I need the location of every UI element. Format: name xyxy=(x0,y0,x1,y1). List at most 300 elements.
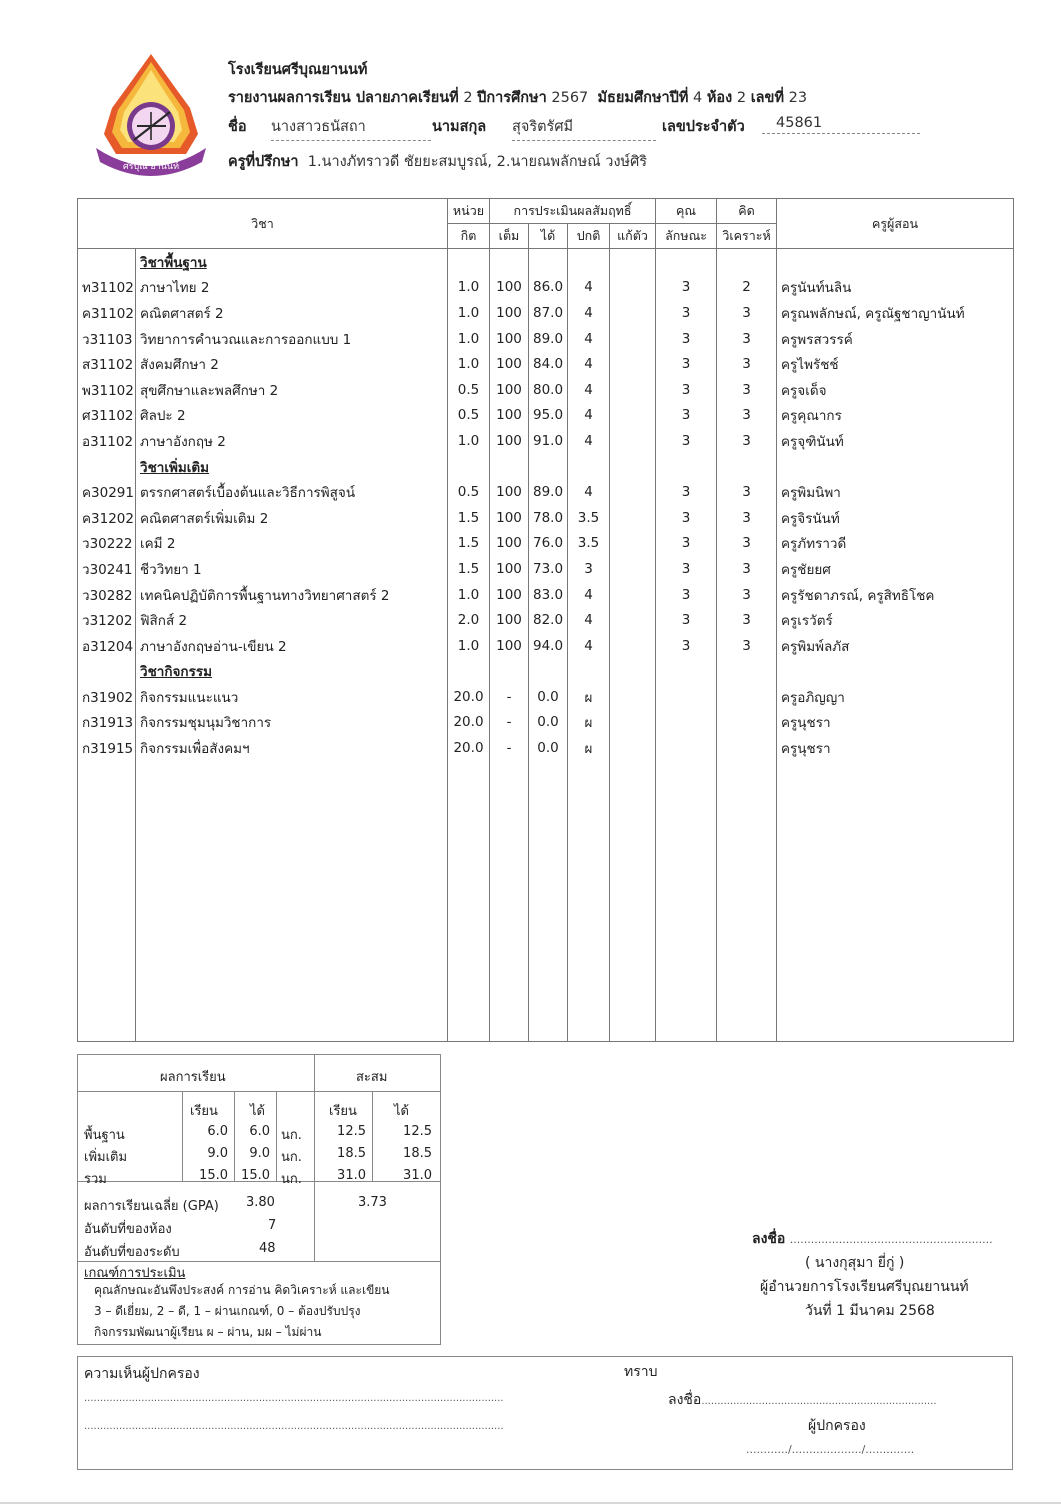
summary-study: 6.0 xyxy=(207,1124,228,1139)
characteristics-score xyxy=(656,710,717,736)
grade: 4 xyxy=(568,582,610,608)
parent-opinion-line-1: .................................................................................................................................... xyxy=(84,1393,504,1404)
subject-code: ว30282 xyxy=(78,582,136,608)
subject-code: ส31102 xyxy=(78,351,136,377)
full-score: - xyxy=(490,684,529,710)
score: 73.0 xyxy=(529,556,568,582)
teacher-name: ครูพิมนิพา xyxy=(777,479,1014,505)
report-room: 2 xyxy=(736,90,747,106)
subject-name: ชีววิทยา 1 xyxy=(136,556,448,582)
thinking-score: 3 xyxy=(717,479,777,505)
empty-cell xyxy=(610,249,656,275)
full-score: 100 xyxy=(490,479,529,505)
summary-accum-label: สะสม xyxy=(356,1070,388,1085)
report-year: 2567 xyxy=(551,90,589,106)
characteristics-score: 3 xyxy=(656,403,717,429)
full-score: 100 xyxy=(490,300,529,326)
level-rank-label: อันดับที่ของระดับ xyxy=(84,1245,180,1260)
grade: 4 xyxy=(568,377,610,403)
subject-name: สังคมศึกษา 2 xyxy=(136,351,448,377)
grade: 4 xyxy=(568,479,610,505)
grade: 3.5 xyxy=(568,505,610,531)
grade: 4 xyxy=(568,351,610,377)
summary-got: 6.0 xyxy=(249,1124,270,1139)
school-name: โรงเรียนศรีบุณยานนท์ xyxy=(228,62,368,78)
teacher-name: ครูเรวัตร์ xyxy=(777,607,1014,633)
full-score: 100 xyxy=(490,428,529,454)
summary-results-label: ผลการเรียน xyxy=(160,1070,226,1085)
table-row xyxy=(78,505,1014,531)
report-number-label: เลขที่ xyxy=(750,90,784,106)
summary-unit: นก. xyxy=(281,1150,302,1165)
characteristics-score: 3 xyxy=(656,300,717,326)
teacher-name: ครูจิรนันท์ xyxy=(777,505,1014,531)
subject-code: ว30241 xyxy=(78,556,136,582)
director-sign-dots: .......................................................... xyxy=(789,1233,993,1246)
header-char-bottom: ลักษณะ xyxy=(656,224,717,249)
teacher-name: ครูนุชรา xyxy=(777,710,1014,736)
thinking-score: 3 xyxy=(717,607,777,633)
empty-cell xyxy=(656,249,717,275)
empty-cell xyxy=(568,761,610,1042)
summary-row-label: พื้นฐาน xyxy=(84,1128,125,1143)
student-id: 45861 xyxy=(762,115,920,134)
room-rank-value: 7 xyxy=(268,1218,277,1233)
characteristics-score: 3 xyxy=(656,275,717,301)
parent-opinion-label: ความเห็นผู้ปกครอง xyxy=(84,1366,200,1382)
empty-cell xyxy=(568,659,610,685)
empty-cell xyxy=(610,761,656,1042)
section-header-row xyxy=(78,659,1014,685)
summary-acc-got: 31.0 xyxy=(403,1168,432,1183)
advisor-value: 1.นางภัทราวดี ชัยยะสมบูรณ์, 2.นายณพลักษณ์ วงษ์ศิริ xyxy=(307,154,648,170)
subject-name: สุขศึกษาและพลศึกษา 2 xyxy=(136,377,448,403)
table-row xyxy=(78,607,1014,633)
teacher-name: ครูนันท์นลิน xyxy=(777,275,1014,301)
credit: 1.0 xyxy=(448,351,490,377)
empty-cell xyxy=(78,761,136,1042)
header-normal: ปกติ xyxy=(568,224,610,249)
subject-code: ว30222 xyxy=(78,531,136,557)
score: 0.0 xyxy=(529,684,568,710)
subject-code: ว31103 xyxy=(78,326,136,352)
table-row xyxy=(78,633,1014,659)
teacher-name: ครูพิมพ์ลภัส xyxy=(777,633,1014,659)
student-name-label: ชื่อ xyxy=(228,119,247,135)
advisor-label: ครูที่ปรึกษา xyxy=(228,154,299,170)
header-fix: แก้ตัว xyxy=(610,224,656,249)
grades-body xyxy=(78,249,1014,1042)
student-surname: สุจริตรัศมี xyxy=(512,115,656,141)
report-title xyxy=(228,86,807,109)
remedial xyxy=(610,582,656,608)
characteristics-score: 3 xyxy=(656,531,717,557)
section-title: วิชาพื้นฐาน xyxy=(136,249,448,275)
grade: ผ xyxy=(568,684,610,710)
credit: 20.0 xyxy=(448,684,490,710)
full-score: - xyxy=(490,710,529,736)
thinking-score: 3 xyxy=(717,428,777,454)
score: 89.0 xyxy=(529,326,568,352)
thinking-score: 3 xyxy=(717,377,777,403)
empty-cell xyxy=(490,659,529,685)
teacher-name: ครูอภิญญา xyxy=(777,684,1014,710)
remedial xyxy=(610,326,656,352)
characteristics-score: 3 xyxy=(656,326,717,352)
report-level: 4 xyxy=(693,90,703,106)
credit: 1.0 xyxy=(448,582,490,608)
remedial xyxy=(610,735,656,761)
parent-sign-dots: .......................................................................... xyxy=(701,1396,937,1407)
credit: 1.0 xyxy=(448,300,490,326)
subject-name: เคมี 2 xyxy=(136,531,448,557)
thinking-score: 3 xyxy=(717,531,777,557)
grade: 4 xyxy=(568,300,610,326)
credit: 1.5 xyxy=(448,556,490,582)
table-row xyxy=(78,735,1014,761)
subject-code: ว31202 xyxy=(78,607,136,633)
characteristics-score: 3 xyxy=(656,505,717,531)
teacher-name: ครูชัยยศ xyxy=(777,556,1014,582)
full-score: 100 xyxy=(490,326,529,352)
grade: 4 xyxy=(568,326,610,352)
full-score: 100 xyxy=(490,556,529,582)
remedial xyxy=(610,505,656,531)
score: 84.0 xyxy=(529,351,568,377)
subject-name: วิทยาการคำนวณและการออกแบบ 1 xyxy=(136,326,448,352)
remedial xyxy=(610,556,656,582)
remedial xyxy=(610,531,656,557)
score: 95.0 xyxy=(529,403,568,429)
summary-row-label: รวม xyxy=(84,1172,107,1187)
thinking-score: 3 xyxy=(717,403,777,429)
full-score: 100 xyxy=(490,377,529,403)
subject-code: ค31202 xyxy=(78,505,136,531)
criteria-title: เกณฑ์การประเมิน xyxy=(84,1266,186,1281)
thinking-score: 3 xyxy=(717,326,777,352)
section-header-row xyxy=(78,249,1014,275)
subject-code: ก31902 xyxy=(78,684,136,710)
empty-cell xyxy=(529,761,568,1042)
table-row xyxy=(78,300,1014,326)
empty-cell xyxy=(777,249,1014,275)
report-year-label: ปีการศึกษา xyxy=(477,90,547,106)
summary-got: 9.0 xyxy=(249,1146,270,1161)
empty-cell xyxy=(448,659,490,685)
empty-cell xyxy=(656,454,717,480)
characteristics-score: 3 xyxy=(656,479,717,505)
parent-opinion-line-2: .................................................................................................................................... xyxy=(84,1421,504,1432)
summary-acc-got: 12.5 xyxy=(403,1124,432,1139)
empty-cell xyxy=(78,454,136,480)
subject-code: อ31204 xyxy=(78,633,136,659)
thinking-score: 3 xyxy=(717,300,777,326)
full-score: 100 xyxy=(490,403,529,429)
summary-study: 9.0 xyxy=(207,1146,228,1161)
score: 80.0 xyxy=(529,377,568,403)
full-score: - xyxy=(490,735,529,761)
parent-date-dots: ............/..................../.............. xyxy=(746,1443,915,1456)
teacher-name: ครูไพรัชช์ xyxy=(777,351,1014,377)
section-header-row xyxy=(78,454,1014,480)
credit: 0.5 xyxy=(448,377,490,403)
empty-cell xyxy=(717,454,777,480)
report-number: 23 xyxy=(788,90,808,106)
full-score: 100 xyxy=(490,633,529,659)
score: 76.0 xyxy=(529,531,568,557)
full-score: 100 xyxy=(490,505,529,531)
subject-name: ภาษาอังกฤษอ่าน-เขียน 2 xyxy=(136,633,448,659)
header-credit-bottom: กิต xyxy=(448,224,490,249)
credit: 1.5 xyxy=(448,505,490,531)
credit: 2.0 xyxy=(448,607,490,633)
empty-cell xyxy=(490,249,529,275)
subject-name: คณิตศาสตร์เพิ่มเติม 2 xyxy=(136,505,448,531)
grade: 3.5 xyxy=(568,531,610,557)
subject-code: ท31102 xyxy=(78,275,136,301)
table-row xyxy=(78,582,1014,608)
student-name: นางสาวธนัสถา xyxy=(271,115,431,141)
summary-acc-study: 12.5 xyxy=(337,1124,366,1139)
student-surname-label: นามสกุล xyxy=(432,119,487,135)
score: 87.0 xyxy=(529,300,568,326)
header-got: ได้ xyxy=(529,224,568,249)
empty-cell xyxy=(777,454,1014,480)
remedial xyxy=(610,351,656,377)
teacher-name: ครูรัชดาภรณ์, ครูสิทธิโชค xyxy=(777,582,1014,608)
subject-name: กิจกรรมชุมนุมวิชาการ xyxy=(136,710,448,736)
empty-cell xyxy=(777,659,1014,685)
remedial xyxy=(610,607,656,633)
thinking-score: 3 xyxy=(717,633,777,659)
empty-cell xyxy=(529,659,568,685)
empty-cell xyxy=(568,249,610,275)
summary-unit: นก. xyxy=(281,1128,302,1143)
table-row xyxy=(78,684,1014,710)
full-score: 100 xyxy=(490,582,529,608)
subject-code: ค30291 xyxy=(78,479,136,505)
grade: ผ xyxy=(568,710,610,736)
parent-ack-label: ทราบ xyxy=(624,1364,658,1380)
characteristics-score: 3 xyxy=(656,633,717,659)
credit: 1.0 xyxy=(448,326,490,352)
subject-code: ก31913 xyxy=(78,710,136,736)
characteristics-score: 3 xyxy=(656,377,717,403)
subject-name: กิจกรรมแนะแนว xyxy=(136,684,448,710)
remedial xyxy=(610,275,656,301)
empty-cell xyxy=(656,761,717,1042)
criteria-line-2: 3 – ดีเยี่ยม, 2 – ดี, 1 – ผ่านเกณฑ์, 0 – ต้องปรับปรุง xyxy=(94,1304,361,1318)
table-row xyxy=(78,531,1014,557)
logo-text: ศรีบุณ ยานนท์ xyxy=(122,162,180,172)
teacher-name: ครูณพลักษณ์, ครูณัฐชาญานันท์ xyxy=(777,300,1014,326)
subject-code: อ31102 xyxy=(78,428,136,454)
remedial xyxy=(610,684,656,710)
director-position: ผู้อำนวยการโรงเรียนศรีบุณยานนท์ xyxy=(760,1279,969,1295)
summary-acc-got: 18.5 xyxy=(403,1146,432,1161)
summary-got-header: ได้ xyxy=(250,1104,265,1119)
score: 78.0 xyxy=(529,505,568,531)
thinking-score: 3 xyxy=(717,505,777,531)
subject-code: ศ31102 xyxy=(78,403,136,429)
credit: 1.0 xyxy=(448,633,490,659)
characteristics-score: 3 xyxy=(656,428,717,454)
remedial xyxy=(610,428,656,454)
header-subject: วิชา xyxy=(78,199,448,249)
thinking-score: 3 xyxy=(717,351,777,377)
summary-acc-study-header: เรียน xyxy=(329,1104,357,1119)
director-sign-label: ลงชื่อ xyxy=(752,1231,786,1247)
full-score: 100 xyxy=(490,275,529,301)
report-level-label: มัธยมศึกษาปีที่ xyxy=(597,90,689,106)
empty-cell xyxy=(717,761,777,1042)
subject-code: พ31102 xyxy=(78,377,136,403)
parent-opinion-box xyxy=(77,1356,1013,1470)
subject-name: ตรรกศาสตร์เบื้องต้นและวิธีการพิสูจน์ xyxy=(136,479,448,505)
table-row xyxy=(78,428,1014,454)
grade: ผ xyxy=(568,735,610,761)
gpa-label: ผลการเรียนเฉลี่ย (GPA) xyxy=(84,1199,219,1214)
thinking-score: 2 xyxy=(717,275,777,301)
thinking-score: 3 xyxy=(717,582,777,608)
header-char-top: คุณ xyxy=(656,199,717,224)
score: 89.0 xyxy=(529,479,568,505)
teacher-name: ครูพรสวรรค์ xyxy=(777,326,1014,352)
credit: 0.5 xyxy=(448,479,490,505)
grades-table xyxy=(77,198,1014,1042)
advisor-line xyxy=(228,150,647,173)
summary-acc-study: 18.5 xyxy=(337,1146,366,1161)
subject-name: ฟิสิกส์ 2 xyxy=(136,607,448,633)
thinking-score xyxy=(717,710,777,736)
teacher-name: ครูนุชรา xyxy=(777,735,1014,761)
subject-name: กิจกรรมเพื่อสังคมฯ xyxy=(136,735,448,761)
subject-code: ก31915 xyxy=(78,735,136,761)
score: 91.0 xyxy=(529,428,568,454)
header-full: เต็ม xyxy=(490,224,529,249)
teacher-name: ครูภัทราวดี xyxy=(777,531,1014,557)
remedial xyxy=(610,633,656,659)
characteristics-score: 3 xyxy=(656,556,717,582)
parent-sign-label: ลงชื่อ xyxy=(668,1392,702,1408)
empty-cell xyxy=(717,659,777,685)
parent-sign-line xyxy=(668,1389,937,1411)
grade: 4 xyxy=(568,607,610,633)
empty-cell xyxy=(490,761,529,1042)
filler-row xyxy=(78,761,1014,1042)
credit: 1.0 xyxy=(448,428,490,454)
empty-cell xyxy=(717,249,777,275)
thinking-score xyxy=(717,684,777,710)
report-room-label: ห้อง xyxy=(706,90,733,106)
credit: 1.5 xyxy=(448,531,490,557)
credit: 20.0 xyxy=(448,710,490,736)
level-rank-value: 48 xyxy=(259,1241,276,1256)
score: 83.0 xyxy=(529,582,568,608)
credit: 20.0 xyxy=(448,735,490,761)
report-date: วันที่ 1 มีนาคม 2568 xyxy=(805,1303,935,1319)
director-signature-line xyxy=(752,1228,993,1250)
header-think-bottom: วิเคราะห์ xyxy=(717,224,777,249)
gpa-accum-value: 3.73 xyxy=(358,1195,387,1210)
score: 86.0 xyxy=(529,275,568,301)
characteristics-score xyxy=(656,684,717,710)
gpa-value: 3.80 xyxy=(246,1195,275,1210)
credit: 0.5 xyxy=(448,403,490,429)
table-row xyxy=(78,351,1014,377)
remedial xyxy=(610,403,656,429)
table-row xyxy=(78,326,1014,352)
score: 0.0 xyxy=(529,735,568,761)
empty-cell xyxy=(610,659,656,685)
parent-role: ผู้ปกครอง xyxy=(808,1418,866,1434)
section-title: วิชากิจกรรม xyxy=(136,659,448,685)
teacher-name: ครูจเด็จ xyxy=(777,377,1014,403)
remedial xyxy=(610,479,656,505)
criteria-line-1: คุณลักษณะอันพึงประสงค์ การอ่าน คิดวิเคราะห์ และเขียน xyxy=(94,1283,390,1297)
full-score: 100 xyxy=(490,351,529,377)
empty-cell xyxy=(610,454,656,480)
thinking-score xyxy=(717,735,777,761)
header-assessment: การประเมินผลสัมฤทธิ์ xyxy=(490,199,656,224)
header-teacher: ครูผู้สอน xyxy=(777,199,1014,249)
room-rank-label: อันดับที่ของห้อง xyxy=(84,1222,172,1237)
header-think-top: คิด xyxy=(717,199,777,224)
table-row xyxy=(78,377,1014,403)
remedial xyxy=(610,377,656,403)
grade: 4 xyxy=(568,403,610,429)
empty-cell xyxy=(529,454,568,480)
summary-study-header: เรียน xyxy=(190,1104,218,1119)
section-title: วิชาเพิ่มเติม xyxy=(136,454,448,480)
report-term: 2 xyxy=(463,90,473,106)
subject-name: ภาษาไทย 2 xyxy=(136,275,448,301)
subject-name: ศิลปะ 2 xyxy=(136,403,448,429)
characteristics-score: 3 xyxy=(656,351,717,377)
grade: 4 xyxy=(568,633,610,659)
summary-acc-study: 31.0 xyxy=(337,1168,366,1183)
empty-cell xyxy=(78,249,136,275)
characteristics-score xyxy=(656,735,717,761)
subject-name: เทคนิคปฏิบัติการพื้นฐานทางวิทยาศาสตร์ 2 xyxy=(136,582,448,608)
thinking-score: 3 xyxy=(717,556,777,582)
table-row xyxy=(78,403,1014,429)
score: 94.0 xyxy=(529,633,568,659)
director-name: ( นางกุสุมา ยี่กู่ ) xyxy=(805,1255,905,1271)
empty-cell xyxy=(777,761,1014,1042)
student-id-label: เลขประจำตัว xyxy=(662,119,745,135)
remedial xyxy=(610,300,656,326)
score: 82.0 xyxy=(529,607,568,633)
table-row xyxy=(78,275,1014,301)
empty-cell xyxy=(568,454,610,480)
full-score: 100 xyxy=(490,531,529,557)
report-title-prefix: รายงานผลการเรียน ปลายภาคเรียนที่ xyxy=(228,90,459,106)
subject-name: คณิตศาสตร์ 2 xyxy=(136,300,448,326)
subject-name: ภาษาอังกฤษ 2 xyxy=(136,428,448,454)
empty-cell xyxy=(656,659,717,685)
grade: 3 xyxy=(568,556,610,582)
remedial xyxy=(610,710,656,736)
empty-cell xyxy=(78,659,136,685)
school-logo-emblem xyxy=(90,50,212,178)
characteristics-score: 3 xyxy=(656,582,717,608)
teacher-name: ครูคุณากร xyxy=(777,403,1014,429)
summary-unit: นก. xyxy=(281,1172,302,1187)
criteria-line-3: กิจกรรมพัฒนาผู้เรียน ผ – ผ่าน, มผ – ไม่ผ่าน xyxy=(94,1325,322,1339)
summary-got: 15.0 xyxy=(241,1168,270,1183)
characteristics-score: 3 xyxy=(656,607,717,633)
